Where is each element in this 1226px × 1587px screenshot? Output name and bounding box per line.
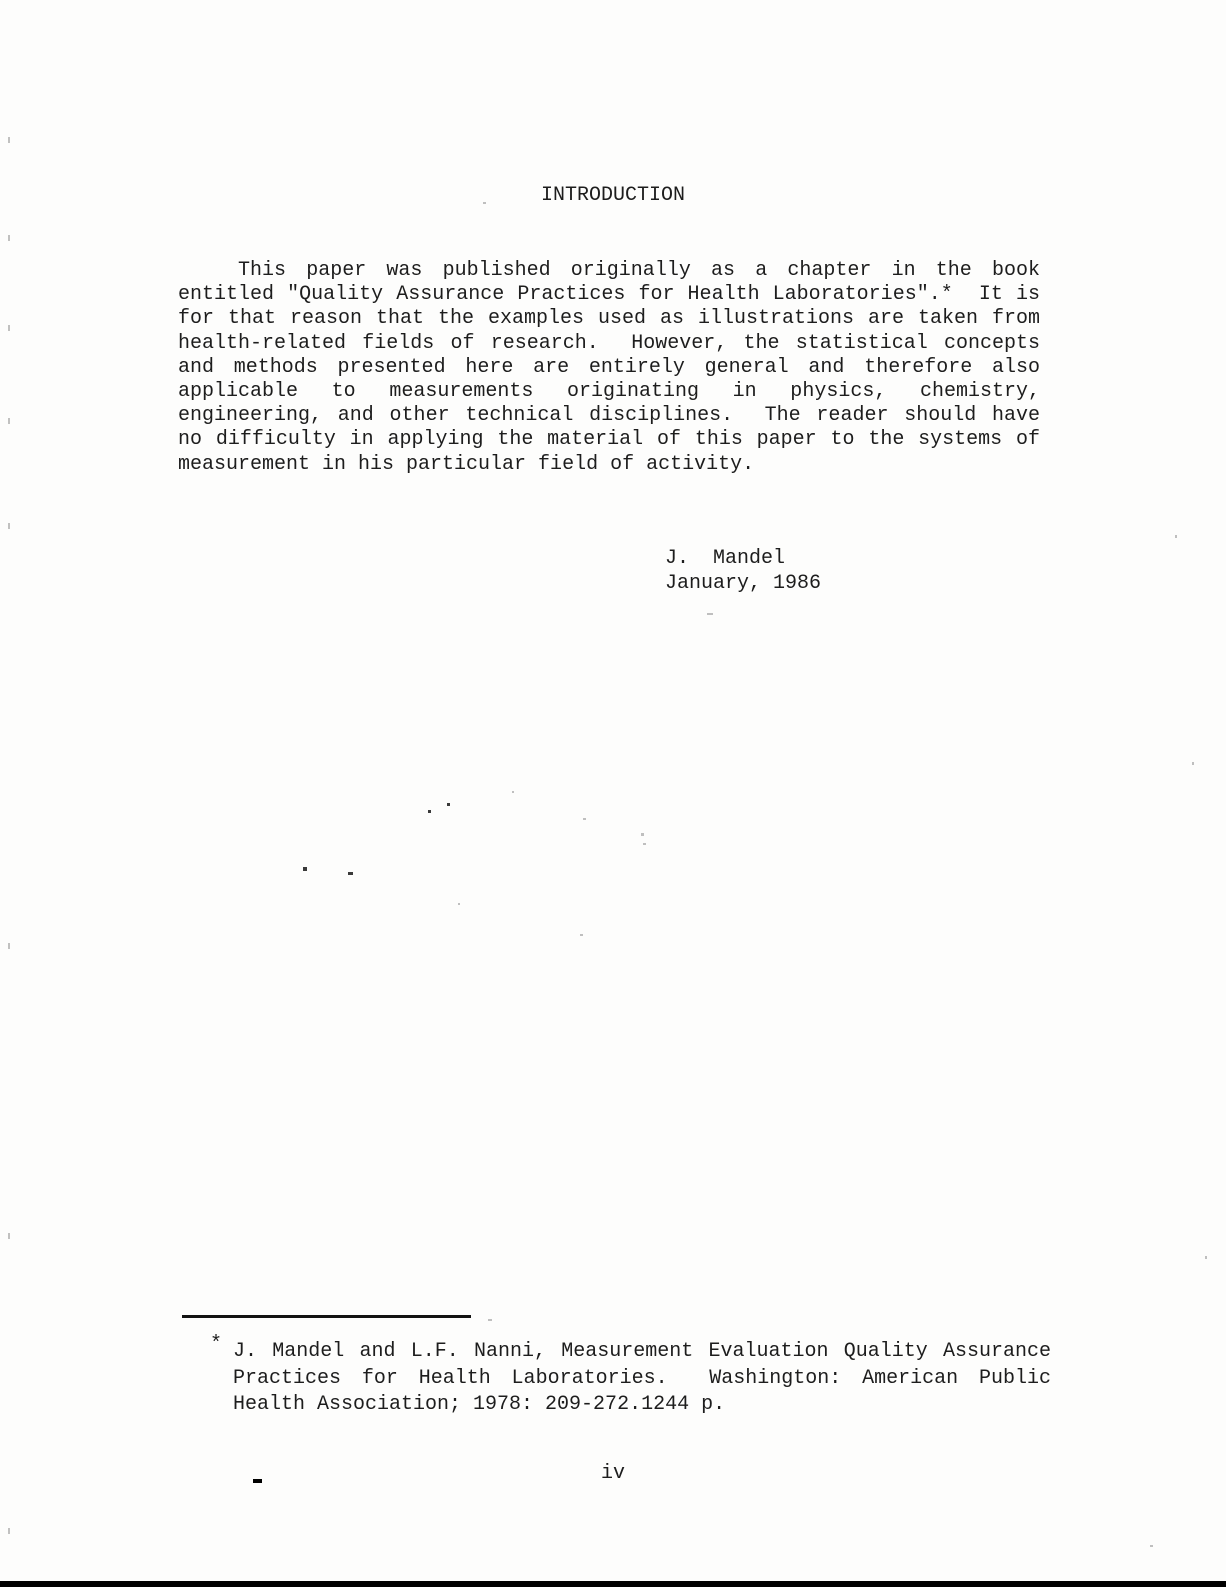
footnote-asterisk: *: [210, 1333, 223, 1356]
scan-speckle: [1175, 535, 1177, 538]
signature-name: J. Mandel: [665, 547, 786, 570]
scan-speckle: [483, 202, 486, 204]
intro-paragraph: [178, 259, 1040, 477]
footnote-line: Practices for Health Laboratories. Washington: American Public: [233, 1366, 1051, 1390]
scan-speckle: [303, 867, 307, 871]
paragraph-line: entitled "Quality Assurance Practices for Health Laboratories".* It is: [178, 283, 1040, 307]
signature-date: January, 1986: [665, 572, 822, 595]
scan-speckle: [8, 523, 10, 529]
scan-speckle: [1150, 1545, 1153, 1547]
paragraph-line: applicable to measurements originating in physics, chemistry,: [178, 380, 1040, 404]
paragraph-line: health-related fields of research. However, the statistical concepts: [178, 331, 1040, 355]
scan-speckle: [428, 810, 431, 813]
footnote-rule: [182, 1315, 471, 1318]
scan-speckle: [641, 833, 644, 836]
page-title: INTRODUCTION: [540, 184, 686, 207]
scan-speckle: [253, 1479, 262, 1483]
signature-block: [665, 546, 821, 596]
scan-speckle: [458, 903, 460, 905]
paragraph-line: engineering, and other technical disciplines. The reader should have: [178, 404, 1040, 428]
scan-speckle: [1192, 762, 1194, 765]
scan-speckle: [512, 791, 514, 793]
scan-speckle: [643, 843, 646, 845]
footnote-line: Health Association; 1978: 209-272.1244 p.: [233, 1393, 726, 1416]
scan-speckle: [447, 803, 450, 806]
scan-speckle: [580, 934, 583, 936]
scan-speckle: [8, 325, 10, 331]
page-number: iv: [600, 1462, 625, 1485]
scan-speckle: [8, 235, 10, 241]
scan-speckle: [488, 1319, 492, 1321]
scan-speckle: [8, 1528, 10, 1534]
footnote: [210, 1333, 1051, 1419]
scan-speckle: [8, 1233, 10, 1239]
paragraph-line: for that reason that the examples used as illustrations are taken from: [178, 307, 1040, 331]
paragraph-line: measurement in his particular field of activity.: [178, 452, 755, 476]
paragraph-line: and methods presented here are entirely general and therefore also: [178, 355, 1040, 379]
paragraph-line: This paper was published originally as a chapter in the book: [238, 259, 1040, 282]
scan-speckle: [8, 943, 10, 949]
scan-speckle: [8, 137, 10, 143]
scan-speckle: [707, 613, 713, 615]
footnote-line: J. Mandel and L.F. Nanni, Measurement Evaluation Quality Assurance: [233, 1340, 1051, 1363]
scan-speckle: [1205, 1256, 1207, 1259]
scan-speckle: [348, 872, 353, 875]
scan-speckle: [583, 818, 586, 820]
paragraph-line: no difficulty in applying the material of this paper to the systems of: [178, 428, 1040, 452]
scan-edge-bar: [0, 1581, 1226, 1587]
scan-speckle: [8, 418, 10, 424]
